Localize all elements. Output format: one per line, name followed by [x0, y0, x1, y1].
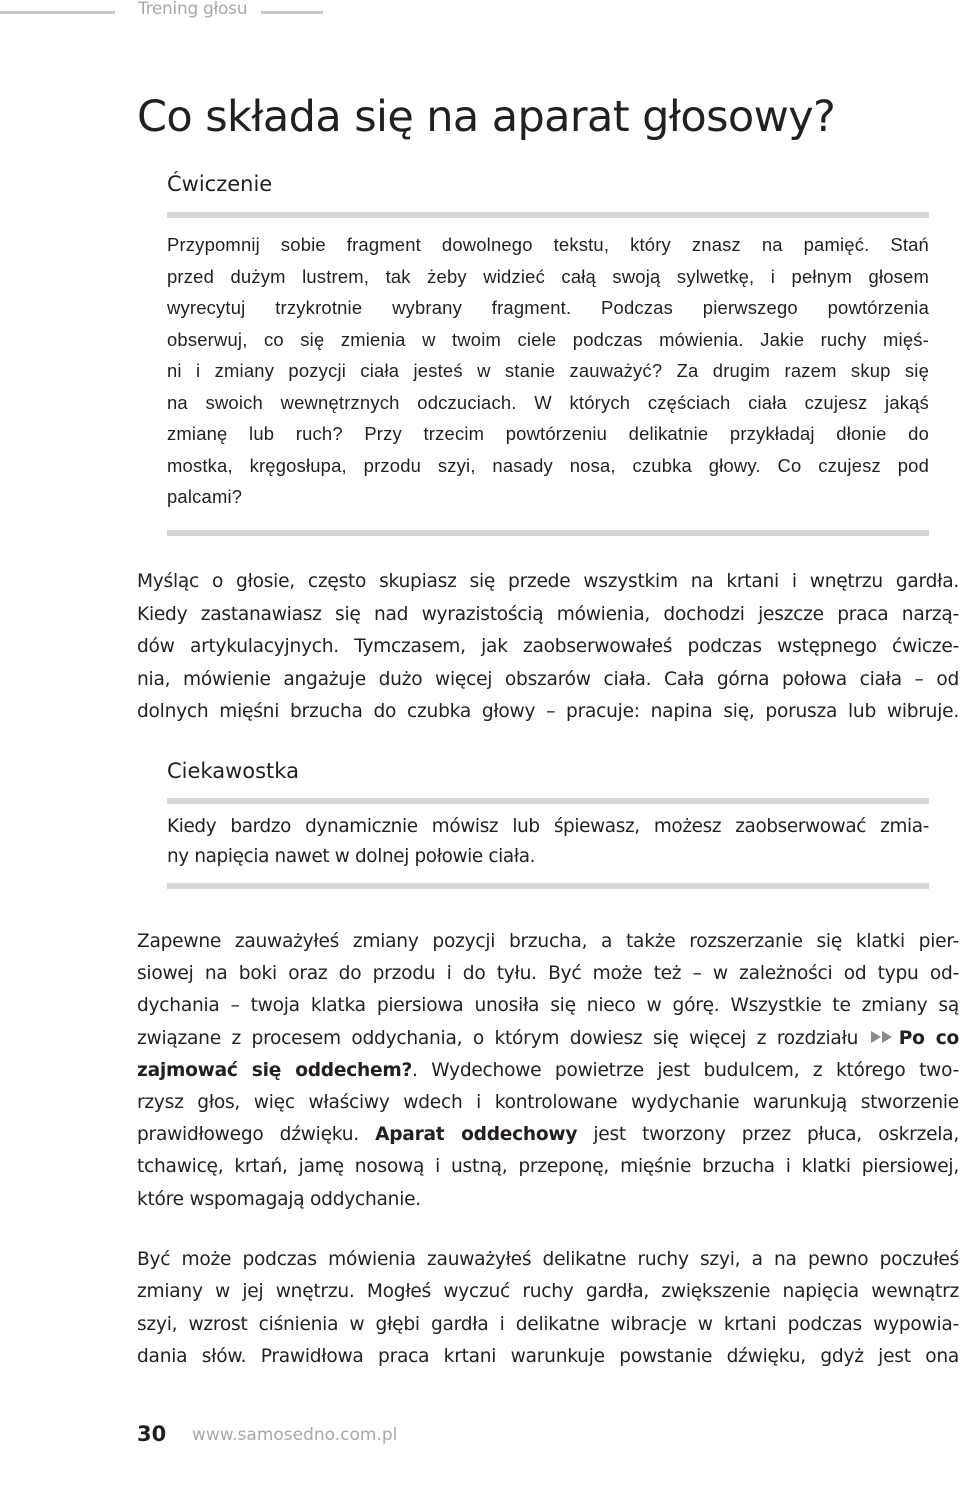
exercise-line: zmianę lub ruch? Przy trzecim powtórzeniu delikatnie przykładaj dłonie do — [167, 423, 929, 444]
chapter-link-title[interactable]: zajmować się oddechem? — [137, 1059, 413, 1081]
paragraph-line: nia, mówienie angażuje dużo więcej obszarów ciała. Cała górna połowa ciała – od — [137, 668, 959, 690]
exercise-line: ni i zmiany pozycji ciała jesteś w stanie zauważyć? Za drugim razem skup się — [167, 360, 929, 381]
exercise-bottom-rule — [167, 530, 929, 536]
exercise-line: na swoich wewnętrznych odczuciach. W których częściach ciała czujesz jakąś — [167, 391, 929, 413]
line-text: . Wydechowe powietrze jest budulcem, z którego two- — [412, 1059, 960, 1081]
header-rule-left — [0, 11, 115, 14]
exercise-line: wyrecytuj trzykrotnie wybrany fragment. Podczas pierwszego powtórzenia — [167, 297, 929, 318]
bold-term: Aparat oddechowy — [375, 1124, 578, 1146]
paragraph-line: Kiedy zastanawiasz się nad wyrazistością mówienia, dochodzi jeszcze praca narzą- — [137, 603, 959, 625]
paragraph-line: dania słów. Prawidłowa praca krtani warunkuje powstanie dźwięku, gdyż jest ona — [137, 1345, 959, 1367]
paragraph-line: Zapewne zauważyłeś zmiany pozycji brzucha, a także rozszerzanie się klatki pier- — [137, 931, 959, 952]
exercise-line: przed dużym lustrem, tak żeby widzieć całą swoją sylwetkę, i pełnym głosem — [167, 265, 929, 287]
paragraph-line: szyi, wzrost ciśnienia w głębi gardła i delikatne wibracje w krtani podczas wypowia- — [137, 1313, 959, 1335]
page-number: 30 — [137, 1422, 167, 1446]
fact-line: ny napięcia nawet w dolnej połowie ciała. — [167, 846, 536, 867]
paragraph-line: Być może podczas mówienia zauważyłeś delikatne ruchy szyi, a na pewno poczułeś — [137, 1249, 959, 1270]
paragraph-line: siowej na boki oraz do przodu i do tyłu. Być może też – w zależności od typu od- — [137, 963, 959, 985]
body-paragraph-2 — [137, 926, 959, 1216]
running-title: Trening głosu — [138, 0, 248, 19]
fact-line: Kiedy bardzo dynamicznie mówisz lub śpiewasz, możesz zaobserwować zmia- — [167, 816, 929, 837]
paragraph-line: tchawicę, krtań, jamę nosową i ustną, przeponę, mięśnie brzucha i klatki piersiowej, — [137, 1156, 959, 1178]
paragraph-line: dów artykulacyjnych. Tymczasem, jak zaobserwowałeś podczas wstępnego ćwicze- — [137, 636, 959, 657]
paragraph-line: dolnych mięśni brzucha do czubka głowy – pracuje: napina się, porusza lub wibruje. — [137, 701, 959, 722]
chapter-link-title[interactable]: Po co — [898, 1027, 959, 1049]
line-text: prawidłowego dźwięku. — [137, 1124, 376, 1146]
exercise-label: Ćwiczenie — [167, 172, 273, 196]
body-paragraph-1 — [137, 566, 959, 729]
fact-text — [167, 812, 929, 872]
exercise-line: mostka, kręgosłupa, przodu szyi, nasady nosa, czubka głowy. Co czujesz pod — [167, 454, 929, 476]
page-title: Co składa się na aparat głosowy? — [137, 92, 836, 142]
paragraph-line — [137, 1023, 959, 1055]
double-triangle-arrow-icon — [869, 1029, 899, 1045]
paragraph-line: rzysz głos, więc właściwy wdech i kontrolowane wydychanie warunkują stworzenie — [137, 1091, 959, 1113]
paragraph-line: dychania – twoja klatka piersiowa unosiła się nieco w górę. Wszystkie te zmiany są — [137, 995, 959, 1017]
exercise-line: Przypomnij sobie fragment dowolnego tekstu, który znasz na pamięć. Stań — [167, 234, 929, 255]
fact-top-rule — [167, 798, 929, 804]
body-paragraph-3 — [137, 1244, 959, 1373]
page-header — [0, 0, 960, 30]
fact-bottom-rule — [167, 883, 929, 889]
paragraph-line — [137, 1119, 959, 1151]
line-text: związane z procesem oddychania, o którym dowiesz się więcej z rozdziału — [137, 1027, 869, 1049]
paragraph-line: zmiany w jej wnętrzu. Mogłeś wyczuć ruchy gardła, zwiększenie napięcia wewnątrz — [137, 1281, 959, 1303]
exercise-line: palcami? — [167, 486, 243, 507]
exercise-top-rule — [167, 212, 929, 218]
fact-label: Ciekawostka — [167, 759, 299, 783]
header-rule-right — [261, 11, 323, 14]
footer-url[interactable]: www.samosedno.com.pl — [192, 1425, 398, 1445]
exercise-text — [167, 229, 929, 513]
paragraph-line: które wspomagają oddychanie. — [137, 1188, 421, 1210]
paragraph-line — [137, 1055, 959, 1087]
line-text: jest tworzony przez płuca, oskrzela, — [577, 1124, 959, 1146]
exercise-line: obserwuj, co się zmienia w twoim ciele podczas mówienia. Jakie ruchy mięś- — [167, 328, 929, 350]
paragraph-line: Myśląc o głosie, często skupiasz się przede wszystkim na krtani i wnętrzu gardła. — [137, 571, 959, 592]
